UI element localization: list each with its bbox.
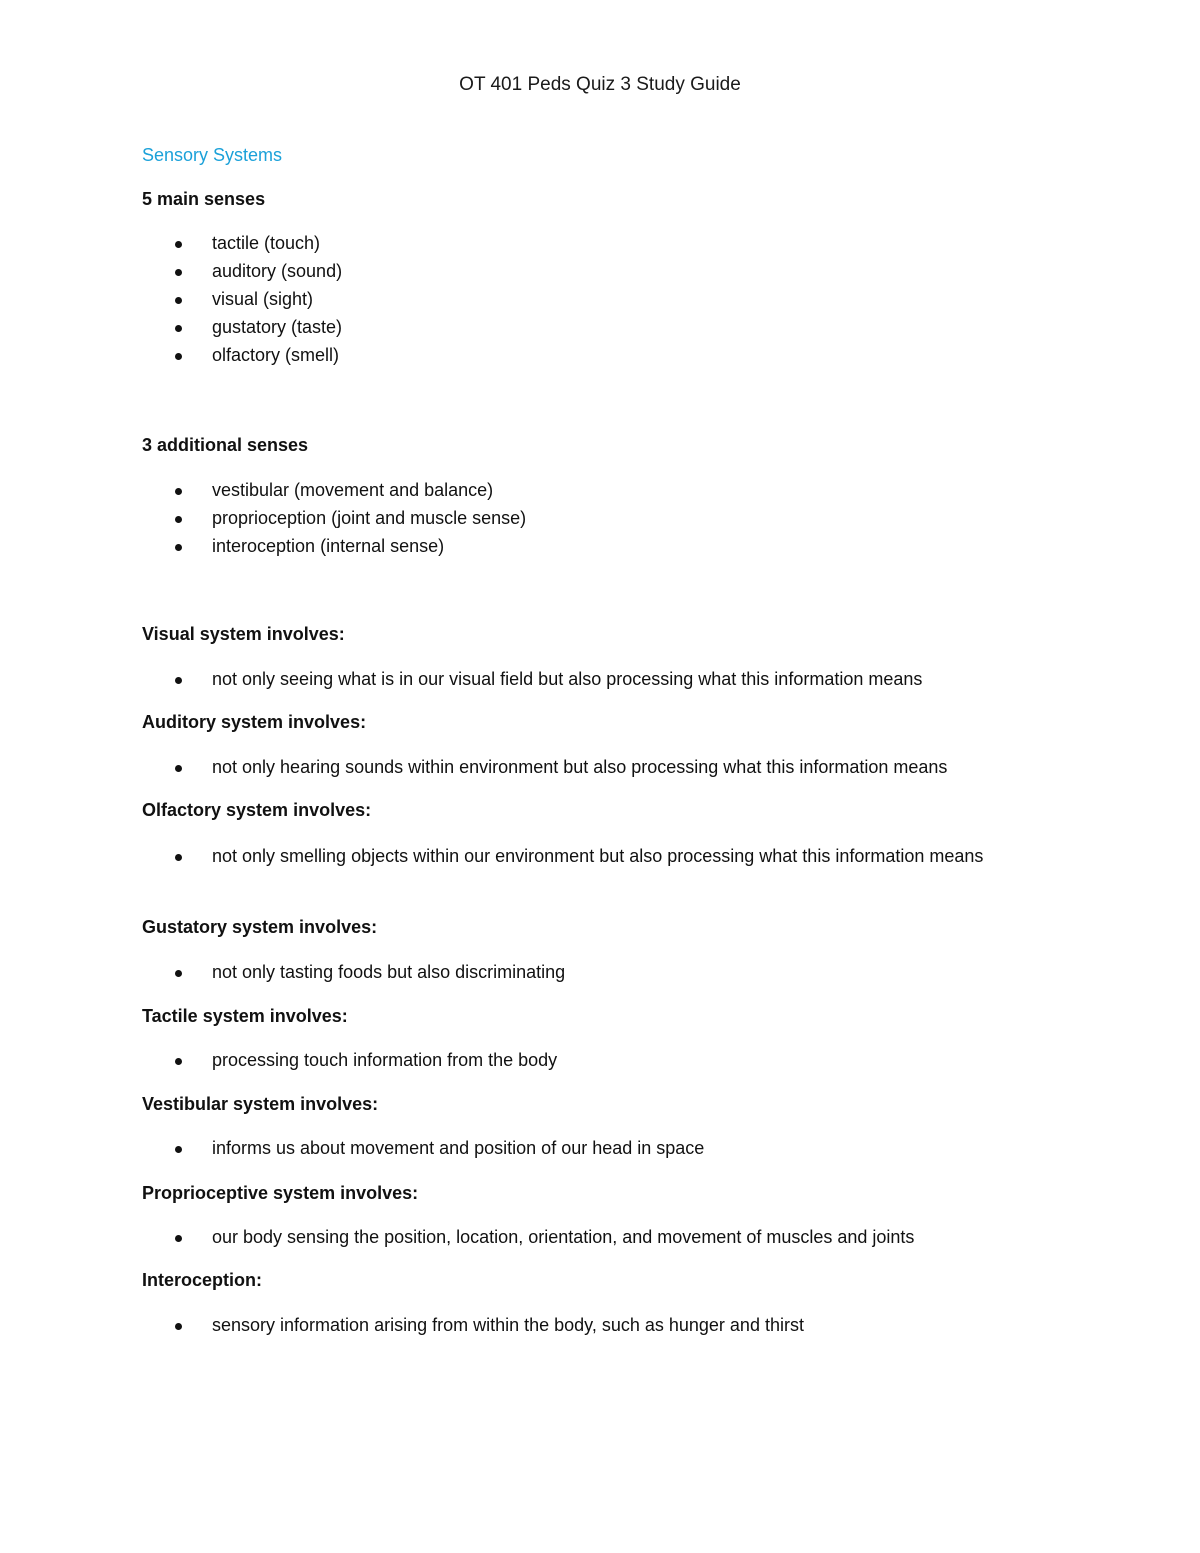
list-item: sensory information arising from within the body, such as hunger and thirst xyxy=(142,1311,1042,1339)
bullet-icon xyxy=(175,677,182,684)
list-item: tactile (touch) xyxy=(142,229,1042,257)
list-item: not only smelling objects within our environment but also processing what this information means xyxy=(142,842,1042,870)
bullet-icon xyxy=(175,854,182,861)
list-item: auditory (sound) xyxy=(142,257,1042,285)
bullet-icon xyxy=(175,516,182,523)
auditory-system-list xyxy=(142,753,1042,781)
vestibular-system-list xyxy=(142,1134,1042,1162)
bullet-icon xyxy=(175,325,182,332)
list-item: interoception (internal sense) xyxy=(142,532,1042,560)
list-item: informs us about movement and position of our head in space xyxy=(142,1134,1042,1162)
olfactory-system-heading: Olfactory system involves: xyxy=(142,800,372,820)
list-item: processing touch information from the body xyxy=(142,1046,1042,1074)
document-title: OT 401 Peds Quiz 3 Study Guide xyxy=(459,74,741,95)
bullet-icon xyxy=(175,544,182,551)
olfactory-system-list xyxy=(142,842,1042,870)
vestibular-system-heading: Vestibular system involves: xyxy=(142,1094,379,1114)
interoception-heading: Interoception: xyxy=(142,1270,262,1290)
bullet-icon xyxy=(175,1235,182,1242)
bullet-icon xyxy=(175,241,182,248)
section-heading: Sensory Systems xyxy=(142,145,283,165)
list-item: vestibular (movement and balance) xyxy=(142,476,1042,504)
proprioceptive-system-list xyxy=(142,1223,1042,1251)
list-item: not only tasting foods but also discriminating xyxy=(142,958,1042,986)
bullet-icon xyxy=(175,970,182,977)
main-senses-list xyxy=(142,229,1042,369)
gustatory-system-heading: Gustatory system involves: xyxy=(142,917,378,937)
bullet-icon xyxy=(175,269,182,276)
proprioceptive-system-heading: Proprioceptive system involves: xyxy=(142,1183,419,1203)
list-item: our body sensing the position, location, orientation, and movement of muscles and joints xyxy=(142,1223,1042,1251)
bullet-icon xyxy=(175,1146,182,1153)
interoception-list xyxy=(142,1311,1042,1339)
list-item: visual (sight) xyxy=(142,285,1042,313)
main-senses-heading: 5 main senses xyxy=(142,189,266,209)
bullet-icon xyxy=(175,1323,182,1330)
additional-senses-list xyxy=(142,476,1042,560)
auditory-system-heading: Auditory system involves: xyxy=(142,712,367,732)
bullet-icon xyxy=(175,353,182,360)
list-item: gustatory (taste) xyxy=(142,313,1042,341)
bullet-icon xyxy=(175,1058,182,1065)
tactile-system-list xyxy=(142,1046,1042,1074)
list-item: not only hearing sounds within environment but also processing what this information means xyxy=(142,753,1042,781)
visual-system-heading: Visual system involves: xyxy=(142,624,345,644)
list-item: not only seeing what is in our visual field but also processing what this information means xyxy=(142,665,1042,693)
list-item: proprioception (joint and muscle sense) xyxy=(142,504,1042,532)
additional-senses-heading: 3 additional senses xyxy=(142,435,309,455)
tactile-system-heading: Tactile system involves: xyxy=(142,1006,348,1026)
gustatory-system-list xyxy=(142,958,1042,986)
list-item: olfactory (smell) xyxy=(142,341,1042,369)
bullet-icon xyxy=(175,765,182,772)
bullet-icon xyxy=(175,297,182,304)
bullet-icon xyxy=(175,488,182,495)
visual-system-list xyxy=(142,665,1042,693)
